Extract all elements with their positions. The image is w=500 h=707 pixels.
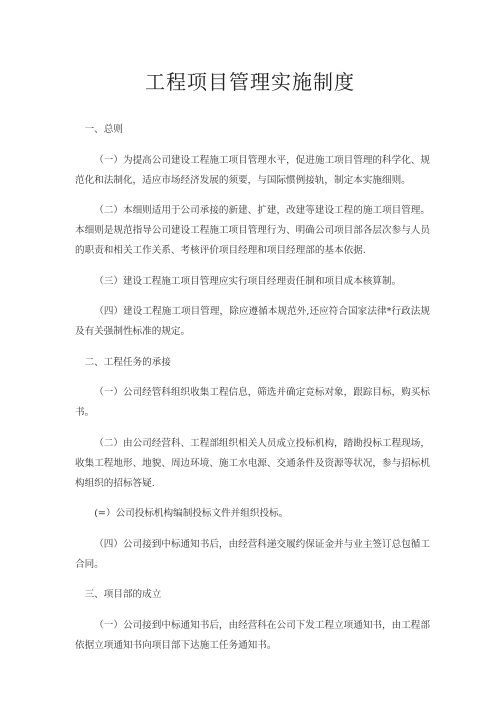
section-heading: 二、工程任务的承接: [84, 356, 171, 368]
paragraph: （四）建设工程施工项目管理，除应遵循本规范外,还应符合国家法律*行政法规及有关强制性标准的规定。: [75, 306, 430, 337]
paragraph: （一）公司接到中标通知书后，由经营科在公司下发工程立项通知书，由工程部依据立项通知书向项目部下达施工任务通知书。: [75, 619, 430, 651]
paragraph: （三）建设工程施工项目管理应实行项目经理责任制和项目成本核算制。: [94, 275, 402, 287]
paragraph: （四）公司接到中标通知书后，由经营科递交履约保证金并与业主签订总包循工合同。: [75, 538, 430, 570]
section-heading: 三、项目部的成立: [84, 589, 162, 600]
paragraph: (=）公司投标机构编制投标文件并组织投标。: [94, 508, 289, 519]
paragraph: （一）为提高公司建设工程施工项目管理水平，促进施工项目管理的科学化、规范化和法制化，适应市场经济发展的须要，与国际惯例接轨，制定本实施细则。: [75, 154, 430, 186]
paragraph: （二）本细则适用于公司承接的新建、扩建，改建等建设工程的施工项目管理。本细则是规范指导公司建设工程施工项目管理行为、明确公司项目部各层次参与人员的职责和相关工作关系、考核评价项目经理和项目经理部的基本依据.: [75, 205, 430, 256]
paragraph: （二）由公司经营科、工程部组织相关人员成立投标机构，踏勘投标工程现场，收集工程地形、地貌、周边环境、施工水电源、交通条件及资源等状况，参与招标机构组织的招标答疑.: [75, 437, 430, 489]
section-heading: 一、总则: [84, 124, 123, 135]
paragraph: （一）公司经管科组织收集工程信息，筛选并确定竞标对象，跟踪目标，购买标书。: [75, 387, 430, 418]
document-title: 工程项目管理实施制度: [145, 70, 355, 94]
document-body: [75, 120, 430, 666]
